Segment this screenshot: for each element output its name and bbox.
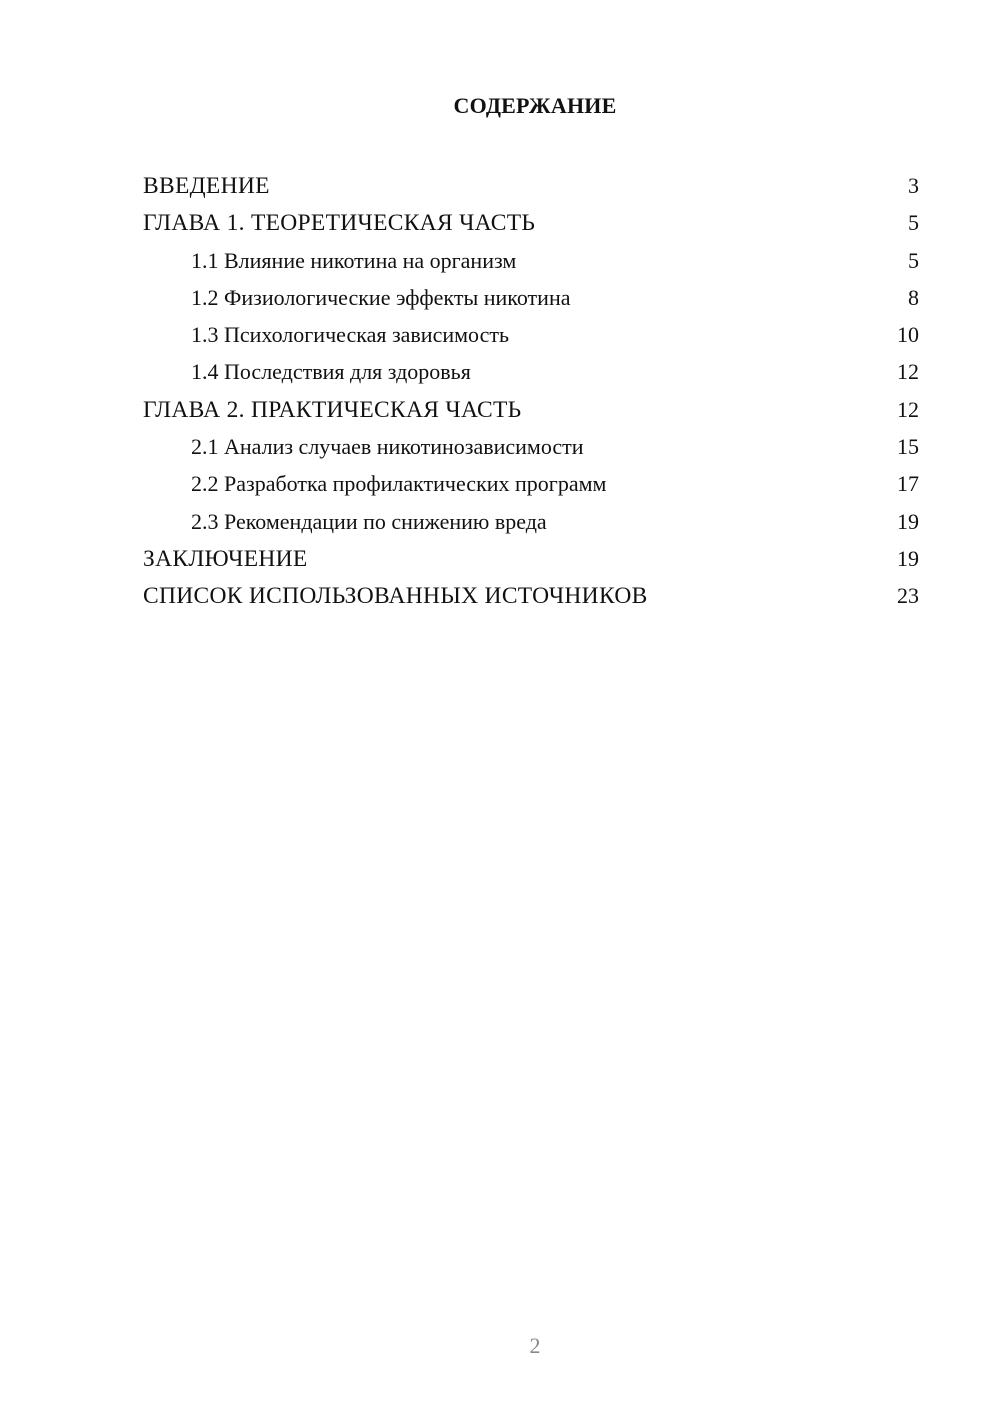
toc-entry-page: 19 bbox=[897, 545, 919, 571]
toc-entry-label: 1.3 Психологическая зависимость bbox=[191, 322, 509, 348]
toc-entry-section-1-4[interactable] bbox=[143, 353, 919, 390]
toc-entry-label: СПИСОК ИСПОЛЬЗОВАННЫХ ИСТОЧНИКОВ bbox=[143, 583, 648, 610]
toc-entry-label: 1.2 Физиологические эффекты никотина bbox=[191, 284, 571, 310]
toc-entry-chapter-1[interactable] bbox=[143, 204, 919, 241]
page-number: 2 bbox=[529, 1333, 541, 1358]
toc-entry-label: 1.4 Последствия для здоровья bbox=[191, 359, 471, 385]
toc-entry-page: 12 bbox=[897, 359, 919, 385]
toc-entry-conclusion[interactable] bbox=[143, 540, 919, 577]
toc-entry-label: ВВЕДЕНИЕ bbox=[143, 173, 270, 199]
toc-entry-section-2-2[interactable] bbox=[143, 465, 919, 502]
toc-entry-label: ГЛАВА 2. ПРАКТИЧЕСКАЯ ЧАСТЬ bbox=[143, 396, 522, 423]
toc-entry-chapter-2[interactable] bbox=[143, 391, 919, 428]
toc-entry-page: 23 bbox=[897, 583, 919, 609]
toc-entry-page: 15 bbox=[897, 434, 919, 460]
toc-entry-page: 3 bbox=[908, 173, 919, 198]
toc-entry-label: ГЛАВА 1. ТЕОРЕТИЧЕСКАЯ ЧАСТЬ bbox=[143, 210, 536, 237]
toc-entry-page: 10 bbox=[897, 322, 919, 348]
toc-entry-section-1-1[interactable] bbox=[143, 242, 919, 279]
toc-entry-section-1-3[interactable] bbox=[143, 316, 919, 353]
toc-entry-references[interactable] bbox=[143, 577, 919, 614]
toc-entry-page: 8 bbox=[908, 284, 919, 310]
toc-entry-label: 2.1 Анализ случаев никотинозависимости bbox=[191, 434, 584, 460]
toc-entry-label: 2.3 Рекомендации по снижению вреда bbox=[191, 508, 547, 534]
toc-entry-section-2-1[interactable] bbox=[143, 428, 919, 465]
toc-entry-label: 1.1 Влияние никотина на организм bbox=[191, 247, 517, 273]
toc-entry-page: 12 bbox=[897, 396, 919, 422]
toc-entry-page: 17 bbox=[897, 471, 919, 497]
toc-entry-page: 5 bbox=[908, 210, 919, 236]
toc-entry-section-2-3[interactable] bbox=[143, 503, 919, 540]
toc-entry-label: 2.2 Разработка профилактических программ bbox=[191, 471, 607, 497]
page-title: СОДЕРЖАНИЕ bbox=[453, 93, 617, 118]
table-of-contents bbox=[143, 167, 919, 615]
toc-entry-introduction[interactable] bbox=[143, 167, 919, 204]
toc-entry-page: 19 bbox=[897, 508, 919, 534]
toc-entry-page: 5 bbox=[908, 247, 919, 273]
toc-entry-section-1-2[interactable] bbox=[143, 279, 919, 316]
toc-entry-label: ЗАКЛЮЧЕНИЕ bbox=[143, 545, 308, 572]
